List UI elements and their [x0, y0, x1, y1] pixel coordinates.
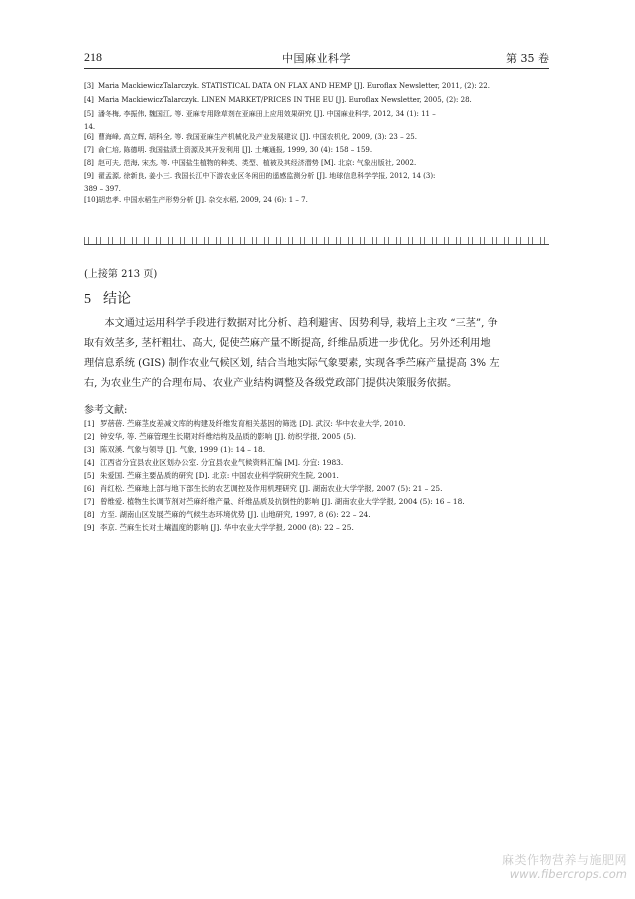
reference-item: [1] 罗蓓蓓. 苎麻茎皮差减文库的构建及纤维发育相关基因的筛选 [D]. 武汉: 华中农业大学, 2010. — [84, 419, 406, 428]
prev-reference-continued: 389 – 397. — [84, 185, 121, 193]
references-title: 参考文献: — [84, 405, 128, 416]
paragraph-line: 右, 为农业生产的合理布局、农业产业结构调整及各级党政部门提供决策服务依据。 — [84, 378, 458, 389]
reference-item: [9] 李京. 苎麻生长对土壤温度的影响 [J]. 华中农业大学学报, 2000 (8): 22 – 25. — [84, 523, 354, 532]
volume-label: 第 35 卷 — [506, 52, 549, 65]
reference-item: [5] 朱爱国. 苎麻主要品质的研究 [D]. 北京: 中国农业科学院研究生院, 2001. — [84, 471, 339, 480]
header-rule — [84, 68, 549, 69]
section-heading — [84, 288, 131, 308]
prev-reference: [5] 潘冬梅, 李振伟, 魏国江, 等. 亚麻专用除草剂在亚麻田上应用效果研究 [J]. 中国麻业科学, 2012, 34 (1): 11 – — [84, 110, 436, 118]
reference-item: [3] 陈双溪. 气象与领导 [J]. 气象, 1999 (1): 14 – 18. — [84, 445, 266, 454]
prev-reference: [7] 俞仁培, 陈德明. 我国盐渍土资源及其开发利用 [J]. 土壤通报, 1999, 30 (4): 158 – 159. — [84, 146, 373, 154]
prev-reference-continued: 14. — [84, 123, 96, 131]
reference-item: [7] 曾维爱. 植物生长调节剂对苎麻纤维产量、纤维品质及抗倒性的影响 [J]. 湖南农业大学学报, 2004 (5): 16 – 18. — [84, 497, 465, 506]
watermark-url: www.fibercrops.com — [509, 867, 627, 881]
prev-reference: [6] 曹海峰, 高立辉, 胡科全, 等. 我国亚麻生产机械化及产业发展建议 [J]. 中国农机化, 2009, (3): 23 – 25. — [84, 133, 417, 141]
prev-reference: [8] 赵可夫, 范海, 宋杰, 等. 中国盐生植物的种类、类型、植被及其经济潜势 [M]. 北京: 气象出版社, 2002. — [84, 159, 417, 167]
section-number: 5 — [84, 292, 91, 307]
prev-reference: [9] 翟孟源, 徐新良, 姜小三. 我国长江中下游农业区冬闲田的遥感监测分析 [J]. 地球信息科学学报, 2012, 14 (3): — [84, 172, 436, 180]
site-watermark — [502, 853, 627, 881]
reference-item: [8] 方至. 湖南山区发展苎麻的气候生态环境优势 [J]. 山地研究, 1997, 8 (6): 22 – 24. — [84, 510, 371, 519]
paragraph-line: 理信息系统 (GIS) 制作农业气候区划, 结合当地实际气象要素, 实现各季苎麻产量提高 3% 左 — [84, 358, 500, 369]
reference-item: [2] 钟安华, 等. 苎麻管理生长期对纤维结构及品质的影响 [J]. 纺织学报, 2005 (5). — [84, 432, 357, 441]
reference-item: [6] 肖红松. 苎麻地上部与地下部生长的农艺调控及作用机理研究 [J]. 湖南农业大学学报, 2007 (5): 21 – 25. — [84, 484, 443, 493]
journal-title: 中国麻业科学 — [282, 52, 351, 65]
prev-reference: [3] Maria MackiewiczTalarczyk. STATISTICAL DATA ON FLAX AND HEMP [J]. Euroflax Newsletter, 2011, (2): 22. — [84, 82, 490, 90]
paragraph-line: 取有效茎多, 茎杆粗壮、高大, 促使苎麻产量不断提高, 纤维品质进一步优化。另外还利用地 — [84, 338, 491, 349]
section-title: 结论 — [103, 291, 131, 307]
page-header — [84, 50, 549, 66]
continuation-note: (上接第 213 页) — [84, 269, 158, 280]
prev-reference: [10]胡忠孝. 中国水稻生产形势分析 [J]. 杂交水稻, 2009, 24 (6): 1 – 7. — [84, 196, 308, 204]
reference-item: [4] 江西省分宜县农业区划办公室. 分宜县农业气候资料汇编 [M]. 分宜: 1983. — [84, 458, 344, 467]
paragraph-line: 本文通过运用科学手段进行数据对比分析、趋利避害、因势利导, 栽培上主攻 “三茎”, 争 — [84, 318, 498, 329]
prev-reference: [4] Maria MackiewiczTalarczyk. LINEN MARKET/PRICES IN THE EU [J]. Euroflax Newsletter, 2005, (2): 28. — [84, 96, 472, 104]
ornamental-divider — [84, 237, 549, 245]
page-number: 218 — [84, 50, 102, 64]
watermark-title: 麻类作物营养与施肥网 — [501, 853, 627, 867]
